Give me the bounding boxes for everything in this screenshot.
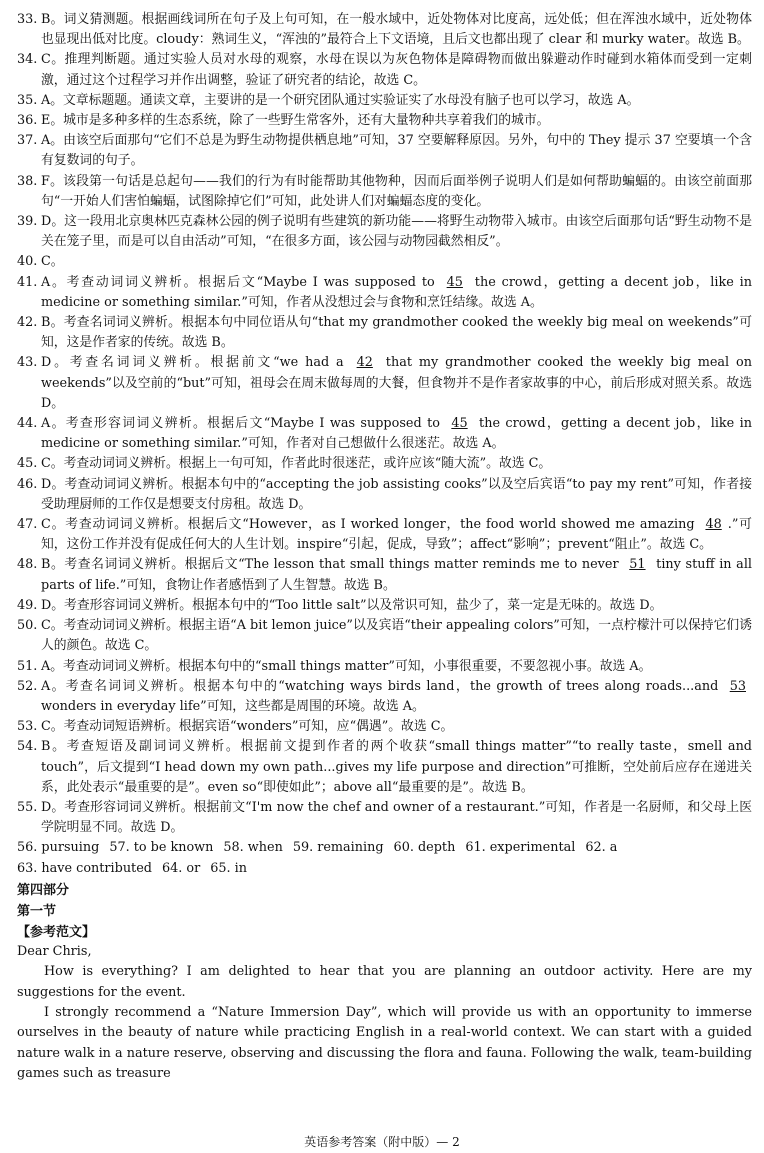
answer-text: A。考查动词词义辨析。根据后文“Maybe I was supposed to 45 the crowd，getting a decent job，like in medicine or something similar.”可知，作者从没想过会与食物和烹饪结缘。故选 A。 [41, 274, 752, 310]
answer-number: 43. [17, 355, 38, 371]
answer-number: 41. [17, 274, 38, 290]
answer-item [17, 313, 752, 353]
grammar-answers-line-1 [17, 838, 752, 858]
answer-item [17, 50, 752, 90]
answer-document [17, 10, 752, 1085]
essay-paragraph-2: I strongly recommend a “Nature Immersion Day”, which will provide us with an opportunity to immerse ourselves in the beauty of nature while practicing English in a real-world context. We can start with a guided nature walk in a nature reserve, observing and discussing the flora and fauna. Following the walk, team-building games such as treasure [17, 1004, 752, 1082]
answer-text: A。文章标题题。通读文章，主要讲的是一个研究团队通过实验证实了水母没有脑子也可以学习，故选 A。 [41, 92, 640, 108]
answer-item [17, 273, 752, 313]
blank-number: 42 [356, 355, 373, 371]
grammar-answer: 57. to be known [109, 840, 214, 856]
answer-item [17, 515, 752, 555]
section-heading: 第一节 [17, 902, 57, 918]
answer-text: A。考查形容词词义辨析。根据后文“Maybe I was supposed to 45 the crowd，getting a decent job，like in medicine or something similar.”可知，作者对自己想做什么很迷茫。故选 A。 [41, 416, 752, 452]
answer-number: 45. [17, 456, 38, 472]
answer-item [17, 737, 752, 798]
answer-text: B。词义猜测题。根据画线词所在句子及上句可知，在一般水域中，近处物体对比度高，远处低；但在浑浊水域中，近处物体也显现出低对比度。cloudy：熟词生义，“浑浊的”最符合上下文语境，且后文也都出现了 clear 和 murky water。故选 B。 [41, 12, 752, 48]
answer-item [17, 798, 752, 838]
answer-number: 40. [17, 254, 38, 270]
answer-text: C。考查动词词义辨析。根据后文“However，as I worked longer，the food world showed me amazing 48 .”可知，这份工作并没有促成任何大的人生计划。inspire“引起，促成，导致”；affect“影响”；prevent“阻止”。故选 C。 [41, 517, 752, 553]
answer-text: D。考查动词词义辨析。根据本句中的“accepting the job assisting cooks”以及空后宾语“to pay my rent”可知，作者接受助理厨师的工作仅是想要支付房租。故选 D。 [41, 476, 752, 512]
answer-text: B。考查短语及副词词义辨析。根据前文提到作者的两个收获“small things matter”“to really taste，smell and touch”，后文提到“I head down my own path...gives my life purpose and direction”可推断，空处前后应存在递进关系，此处表示“最重要的是”。even so“即使如此”；above all“最重要的是”。故选 B。 [41, 739, 752, 795]
answer-item [17, 555, 752, 595]
part-heading: 第四部分 [17, 881, 70, 897]
answer-number: 42. [17, 315, 38, 331]
answer-text: B。考查名词词义辨析。根据本句中同位语从句“that my grandmother cooked the weekly big meal on weekends”可知，这是作者家的传统。故选 B。 [41, 315, 752, 351]
blank-number: 51 [629, 557, 646, 573]
answer-text: C。考查动词词义辨析。根据上一句可知，作者此时很迷茫，或许应该“随大流”。故选 C。 [41, 456, 552, 472]
blank-number: 45 [451, 416, 468, 432]
answer-number: 55. [17, 799, 38, 815]
grammar-answer: 61. experimental [465, 840, 576, 856]
answer-item [17, 596, 752, 616]
answer-text: A。考查名词词义辨析。根据本句中的“watching ways birds land，the growth of trees along roads...and 53 wonders in everyday life”可知，这些都是周围的环境。故选 A。 [41, 677, 752, 717]
answer-text: D。考查名词词义辨析。根据前文“we had a 42 that my grandmother cooked the weekly big meal on weekends”以及空前的“but”可知，祖母会在周末做每周的大餐，但食物并不是作者家故事的中心，前后形成对照关系。故选 D。 [41, 355, 752, 411]
answer-number: 50. [17, 618, 38, 634]
answer-number: 48. [17, 557, 38, 573]
answer-number: 36. [17, 113, 38, 129]
answer-number: 49. [17, 597, 38, 613]
answer-text: A。考查动词词义辨析。根据本句中的“small things matter”可知，小事很重要，不要忽视小事。故选 A。 [41, 658, 652, 674]
answer-list [17, 10, 752, 838]
answer-text: A。由该空后面那句“它们不总是为野生动物提供栖息地”可知，37 空要解释原因。另外，句中的 They 提示 37 空要填一个含有复数词的句子。 [41, 133, 752, 169]
answer-text: C。 [41, 254, 64, 270]
sample-essay-label: 【参考范文】 [17, 923, 96, 939]
answer-item [17, 353, 752, 414]
answer-item [17, 414, 752, 454]
answer-item [17, 475, 752, 515]
answer-number: 44. [17, 416, 38, 432]
grammar-answer: 64. or [161, 860, 201, 876]
grammar-answer: 60. depth [393, 840, 456, 856]
answer-text: D。这一段用北京奥林匹克森林公园的例子说明有些建筑的新功能——将野生动物带入城市。由该空后面那句话“野生动物不是关在笼子里，而是可以自由活动”可知，“在很多方面，该公园与动物园截然相反”。 [41, 214, 752, 250]
answer-item [17, 91, 752, 111]
answer-number: 38. [17, 173, 38, 189]
answer-number: 46. [17, 476, 38, 492]
answer-number: 39. [17, 214, 38, 230]
answer-item [17, 677, 752, 717]
answer-number: 51. [17, 658, 38, 674]
answer-item [17, 717, 752, 737]
answer-number: 35. [17, 92, 38, 108]
answer-text: B。考查名词词义辨析。根据后文“The lesson that small things matter reminds me to never 51 tiny stuff in all parts of life.”可知，食物让作者感悟到了人生智慧。故选 B。 [41, 557, 752, 593]
grammar-answer: 62. a [585, 840, 618, 856]
answer-item [17, 131, 752, 171]
answer-item [17, 657, 752, 677]
essay-greeting: Dear Chris, [17, 943, 92, 959]
answer-number: 34. [17, 52, 38, 68]
answer-item [17, 252, 752, 272]
blank-number: 48 [705, 517, 722, 533]
answer-item [17, 212, 752, 252]
grammar-answer: 59. remaining [292, 840, 384, 856]
answer-item [17, 616, 752, 656]
blank-number: 53 [729, 678, 746, 694]
answer-item [17, 10, 752, 50]
essay-paragraph-1: How is everything? I am delighted to hear that you are planning an outdoor activity. Here are my suggestions for the event. [17, 964, 752, 1000]
grammar-answers-line-2 [17, 859, 752, 879]
grammar-answer: 63. have contributed [17, 860, 152, 876]
answer-text: D。考查形容词词义辨析。根据前文“I'm now the chef and owner of a restaurant.”可知，作者是一名厨师，和父母上医学院明显不同。故选 D。 [41, 799, 752, 836]
page-footer: 英语参考答案（附中版）— 2 [304, 1135, 460, 1149]
answer-item [17, 172, 752, 212]
answer-number: 54. [17, 739, 38, 755]
answer-item [17, 454, 752, 474]
answer-text: F。该段第一句话是总起句——我们的行为有时能帮助其他物种，因而后面举例子说明人们是如何帮助蝙蝠的。由该空前面那句“一开始人们害怕蝙蝠，试图除掉它们”可知，此处讲人们对蝙蝠态度的变化。 [41, 173, 752, 209]
answer-number: 33. [17, 12, 38, 27]
answer-text: C。考查动词词义辨析。根据主语“A bit lemon juice”以及宾语“their appealing colors”可知，一点柠檬汁可以保持它们诱人的颜色。故选 C。 [41, 618, 752, 654]
grammar-answer: 58. when [223, 840, 283, 856]
answer-number: 37. [17, 133, 38, 149]
answer-item [17, 111, 752, 131]
answer-number: 52. [17, 678, 38, 694]
grammar-answer: 56. pursuing [17, 840, 100, 856]
answer-text: C。推理判断题。通过实验人员对水母的观察，水母在误以为灰色物体是障碍物而做出躲避动作时碰到水箱体而受到一定刺激，通过这个过程学习并作出调整，验证了研究者的结论，故选 C。 [41, 52, 752, 88]
blank-number: 45 [446, 274, 463, 290]
answer-text: C。考查动词短语辨析。根据宾语“wonders”可知，应“偶遇”。故选 C。 [41, 719, 454, 735]
answer-number: 47. [17, 517, 38, 533]
grammar-answer: 65. in [210, 860, 247, 876]
answer-number: 53. [17, 719, 38, 735]
answer-text: D。考查形容词词义辨析。根据本句中的“Too little salt”以及常识可知，盐少了，菜一定是无味的。故选 D。 [41, 597, 663, 613]
answer-text: E。城市是多种多样的生态系统，除了一些野生常客外，还有大量物种共享着我们的城市。 [41, 113, 550, 129]
